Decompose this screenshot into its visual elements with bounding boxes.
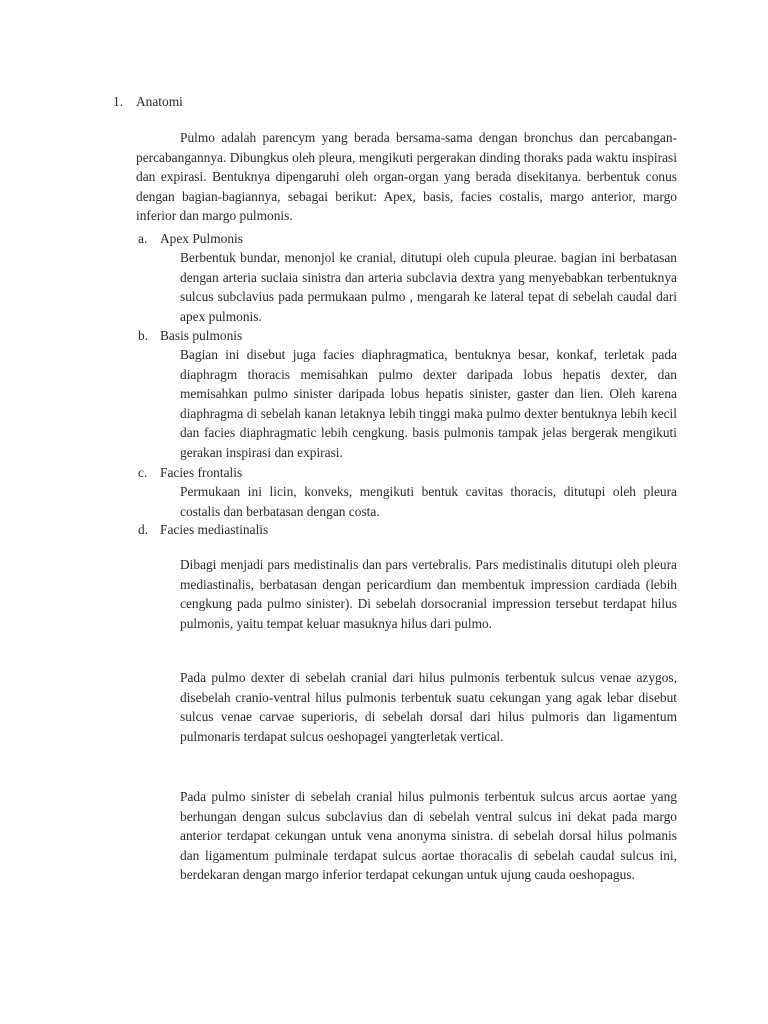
item-d-paragraph-2: Pada pulmo dexter di sebelah cranial dari hilus pulmonis terbentuk sulcus venae azygos, disebelah cranio-ventral hilus pulmonis terbentuk suatu cekungan yang agak lebar disebut sulcus venae carvae superioris, di sebelah dorsal dari hilus pulmoris dan ligamentum pulmonaris terdapat sulcus oeshopagei yangterletak vertical. <box>180 670 677 744</box>
item-a-label <box>138 229 243 249</box>
item-title: Apex Pulmonis <box>160 231 243 246</box>
item-title: Basis pulmonis <box>160 328 243 343</box>
item-c-label <box>138 463 242 483</box>
item-letter: a. <box>138 231 148 246</box>
item-letter: c. <box>138 465 148 480</box>
item-letter: d. <box>138 522 149 537</box>
section-heading <box>113 92 183 112</box>
item-d-paragraph-3: Pada pulmo sinister di sebelah cranial hilus pulmonis terbentuk sulcus arcus aortae yang berhungan dengan sulcus subclavius dan di sebelah ventral sulcus ini dekat pada margo anterior terdapat cekungan untuk vena anonyma sinistra. di sebelah dorsal hilus polmanis dan ligamentum pulminale terdapat sulcus aortae thoracalis di sebelah caudal sulcus ini, berdekaran dengan margo inferior terdapat cekungan untuk ujung cauda oeshopagus. <box>180 789 677 882</box>
item-b-body: Bagian ini disebut juga facies diaphragmatica, bentuknya besar, konkaf, terletak pada diaphragm thoracis memisahkan pulmo dexter daripada lobus hepatis dexter, dan memisahkan pulmo sinister daripada lobus hepatis sinister, gaster dan lien. Oleh karena diaphragma di sebelah kanan letaknya lebih tinggi maka pulmo dexter bentuknya lebih kecil dan facies diaphragmatic lebih cengkung. basis pulmonis tampak jelas bergerak mengikuti gerakan inspirasi dan expirasi. <box>180 347 677 460</box>
item-d-paragraph-1: Dibagi menjadi pars medistinalis dan pars vertebralis. Pars medistinalis ditutupi oleh pleura mediastinalis, berbatasan dengan pericardium dan membentuk impression cardiada (lebih cengkung pada pulmo sinister). Di sebelah dorsocranial impression tersebut terdapat hilus pulmonis, yaitu tempat keluar masuknya hilus dari pulmo. <box>180 557 677 631</box>
section-title: Anatomi <box>136 94 183 109</box>
item-title: Facies mediastinalis <box>160 522 269 537</box>
item-letter: b. <box>138 328 149 343</box>
item-c-body: Permukaan ini licin, konveks, mengikuti bentuk cavitas thoracis, ditutupi oleh pleura costalis dan berbatasan dengan costa. <box>180 484 677 519</box>
intro-paragraph: Pulmo adalah parencym yang berada bersama-sama dengan bronchus dan percabangan-percabangannya. Dibungkus oleh pleura, mengikuti pergerakan dinding thoraks pada waktu inspirasi dan expirasi. Bentuknya dipengaruhi oleh organ-organ yang berada disekitanya. berbentuk conus dengan bagian-bagiannya, sebagai berikut: Apex, basis, facies costalis, margo anterior, margo inferior dan margo pulmonis. <box>136 130 677 223</box>
item-a-body: Berbentuk bundar, menonjol ke cranial, ditutupi oleh cupula pleurae. bagian ini berbatasan dengan arteria suclaia sinistra dan arteria subclavia dextra yang menyebabkan terbentuknya sulcus subclavius pada permukaan pulmo , mengarah ke lateral tepat di sebelah caudal dari apex pulmonis. <box>180 250 677 324</box>
item-title: Facies frontalis <box>160 465 243 480</box>
section-number: 1. <box>113 94 124 109</box>
item-d-label <box>138 520 268 540</box>
item-b-label <box>138 326 242 346</box>
